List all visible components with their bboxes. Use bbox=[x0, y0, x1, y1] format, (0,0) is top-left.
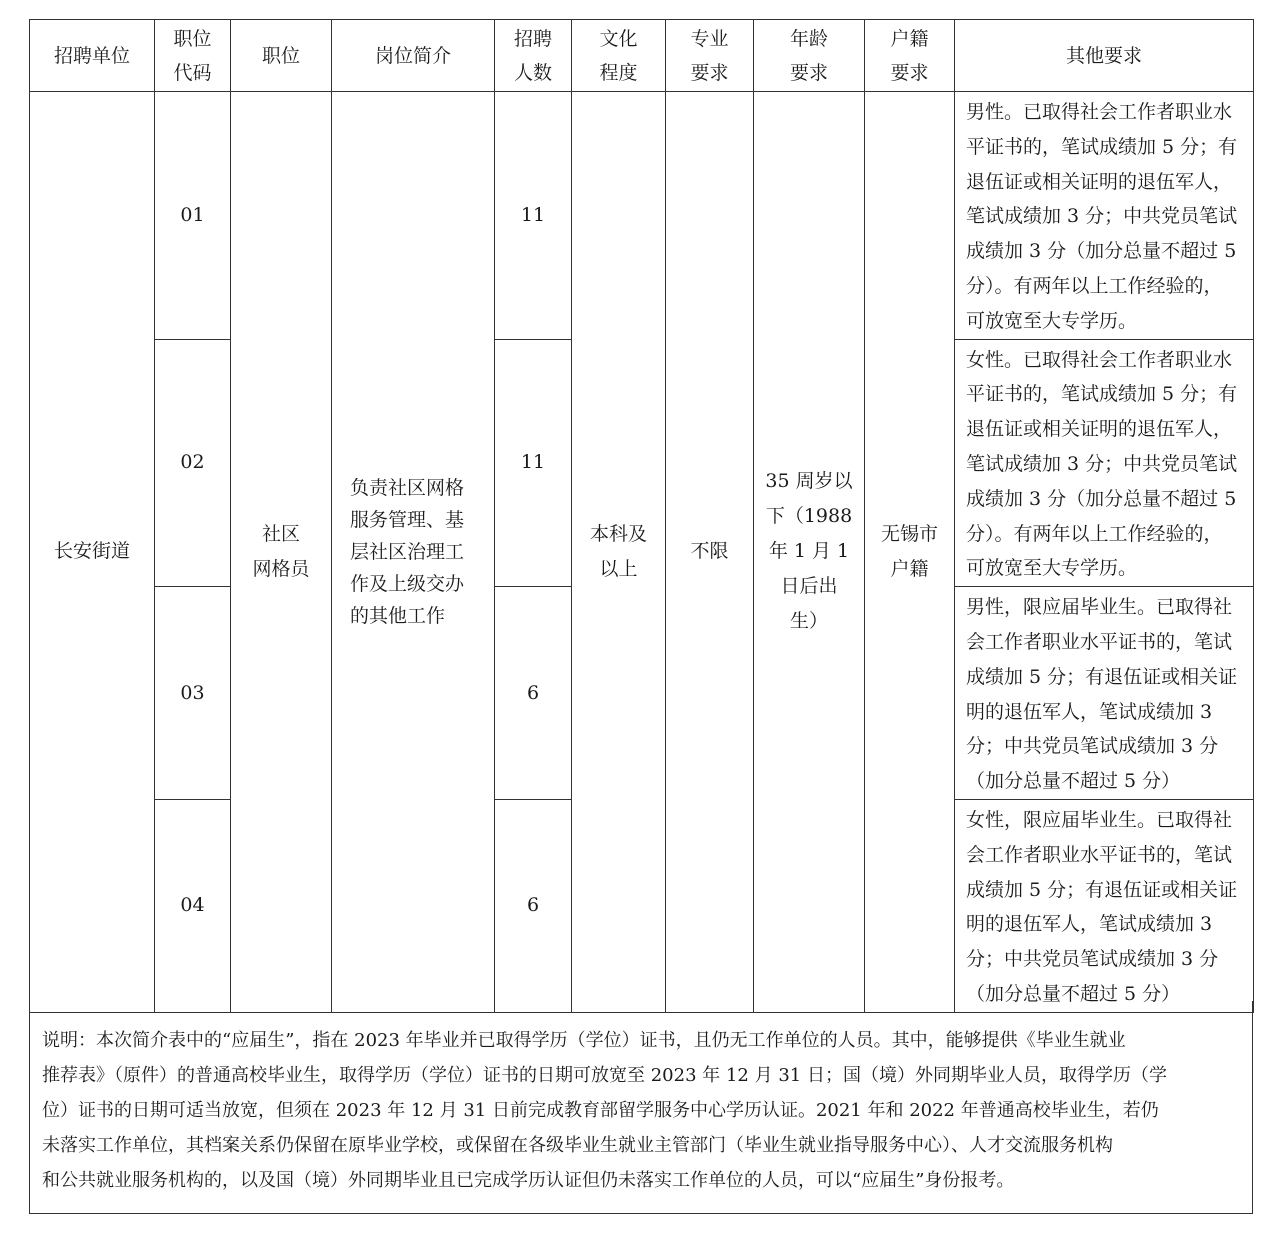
header-description: 岗位简介 bbox=[332, 20, 495, 92]
cell-age: 35 周岁以 下（1988 年 1 月 1 日后出 生） bbox=[754, 92, 865, 1013]
cell-code: 02 bbox=[155, 339, 231, 587]
table-row bbox=[30, 92, 1254, 340]
header-code: 职位 代码 bbox=[155, 20, 231, 92]
cell-description: 负责社区网格 服务管理、基 层社区治理工 作及上级交办 的其他工作 bbox=[332, 92, 495, 1013]
cell-code: 01 bbox=[155, 92, 231, 340]
cell-education: 本科及 以上 bbox=[572, 92, 666, 1013]
cell-major: 不限 bbox=[666, 92, 754, 1013]
cell-unit: 长安街道 bbox=[30, 92, 155, 1013]
note-line: 和公共就业服务机构的，以及国（境）外同期毕业且已完成学历认证但仍未落实工作单位的人员，可以“应届生”身份报考。 bbox=[42, 1170, 1015, 1191]
header-major: 专业 要求 bbox=[666, 20, 754, 92]
cell-position: 社区 网格员 bbox=[231, 92, 332, 1013]
recruitment-table bbox=[29, 19, 1254, 1013]
header-household: 户籍 要求 bbox=[865, 20, 955, 92]
cell-count: 6 bbox=[495, 799, 572, 1012]
note-line: 推荐表》（原件）的普通高校毕业生，取得学历（学位）证书的日期可放宽至 2023 年 12 月 31 日；国（境）外同期毕业人员，取得学历（学 bbox=[42, 1065, 1167, 1086]
header-unit: 招聘单位 bbox=[30, 20, 155, 92]
cell-other: 男性。已取得社会工作者职业水 平证书的，笔试成绩加 5 分；有 退伍证或相关证明的退伍军人， 笔试成绩加 3 分；中共党员笔试 成绩加 3 分（加分总量不超过 5 分）。有两年以上工作经验的， 可放宽至大专学历。 bbox=[955, 92, 1254, 340]
header-position: 职位 bbox=[231, 20, 332, 92]
table-header-row bbox=[30, 20, 1254, 92]
header-count: 招聘 人数 bbox=[495, 20, 572, 92]
note-line: 未落实工作单位，其档案关系仍保留在原毕业学校，或保留在各级毕业生就业主管部门（毕业生就业指导服务中心）、人才交流服务机构 bbox=[42, 1135, 1113, 1156]
cell-other: 女性。已取得社会工作者职业水 平证书的，笔试成绩加 5 分；有 退伍证或相关证明的退伍军人， 笔试成绩加 3 分；中共党员笔试 成绩加 3 分（加分总量不超过 5 分）。有两年以上工作经验的， 可放宽至大专学历。 bbox=[955, 339, 1254, 587]
cell-other: 男性，限应届毕业生。已取得社 会工作者职业水平证书的，笔试 成绩加 5 分；有退伍证或相关证 明的退伍军人，笔试成绩加 3 分；中共党员笔试成绩加 3 分 （加分总量不超过 5 分） bbox=[955, 587, 1254, 800]
note-line: 说明：本次简介表中的“应届生”，指在 2023 年毕业并已取得学历（学位）证书，且仍无工作单位的人员。其中，能够提供《毕业生就业 bbox=[42, 1030, 1126, 1051]
header-education: 文化 程度 bbox=[572, 20, 666, 92]
explanatory-note bbox=[29, 1001, 1253, 1214]
note-line: 位）证书的日期可适当放宽，但须在 2023 年 12 月 31 日前完成教育部留学服务中心学历认证。2021 年和 2022 年普通高校毕业生，若仍 bbox=[42, 1100, 1159, 1121]
cell-other: 女性，限应届毕业生。已取得社 会工作者职业水平证书的，笔试 成绩加 5 分；有退伍证或相关证 明的退伍军人，笔试成绩加 3 分；中共党员笔试成绩加 3 分 （加分总量不超过 5 分） bbox=[955, 799, 1254, 1012]
header-age: 年龄 要求 bbox=[754, 20, 865, 92]
cell-code: 04 bbox=[155, 799, 231, 1012]
header-other: 其他要求 bbox=[955, 20, 1254, 92]
cell-count: 11 bbox=[495, 339, 572, 587]
cell-code: 03 bbox=[155, 587, 231, 800]
cell-count: 11 bbox=[495, 92, 572, 340]
cell-household: 无锡市 户籍 bbox=[865, 92, 955, 1013]
cell-count: 6 bbox=[495, 587, 572, 800]
